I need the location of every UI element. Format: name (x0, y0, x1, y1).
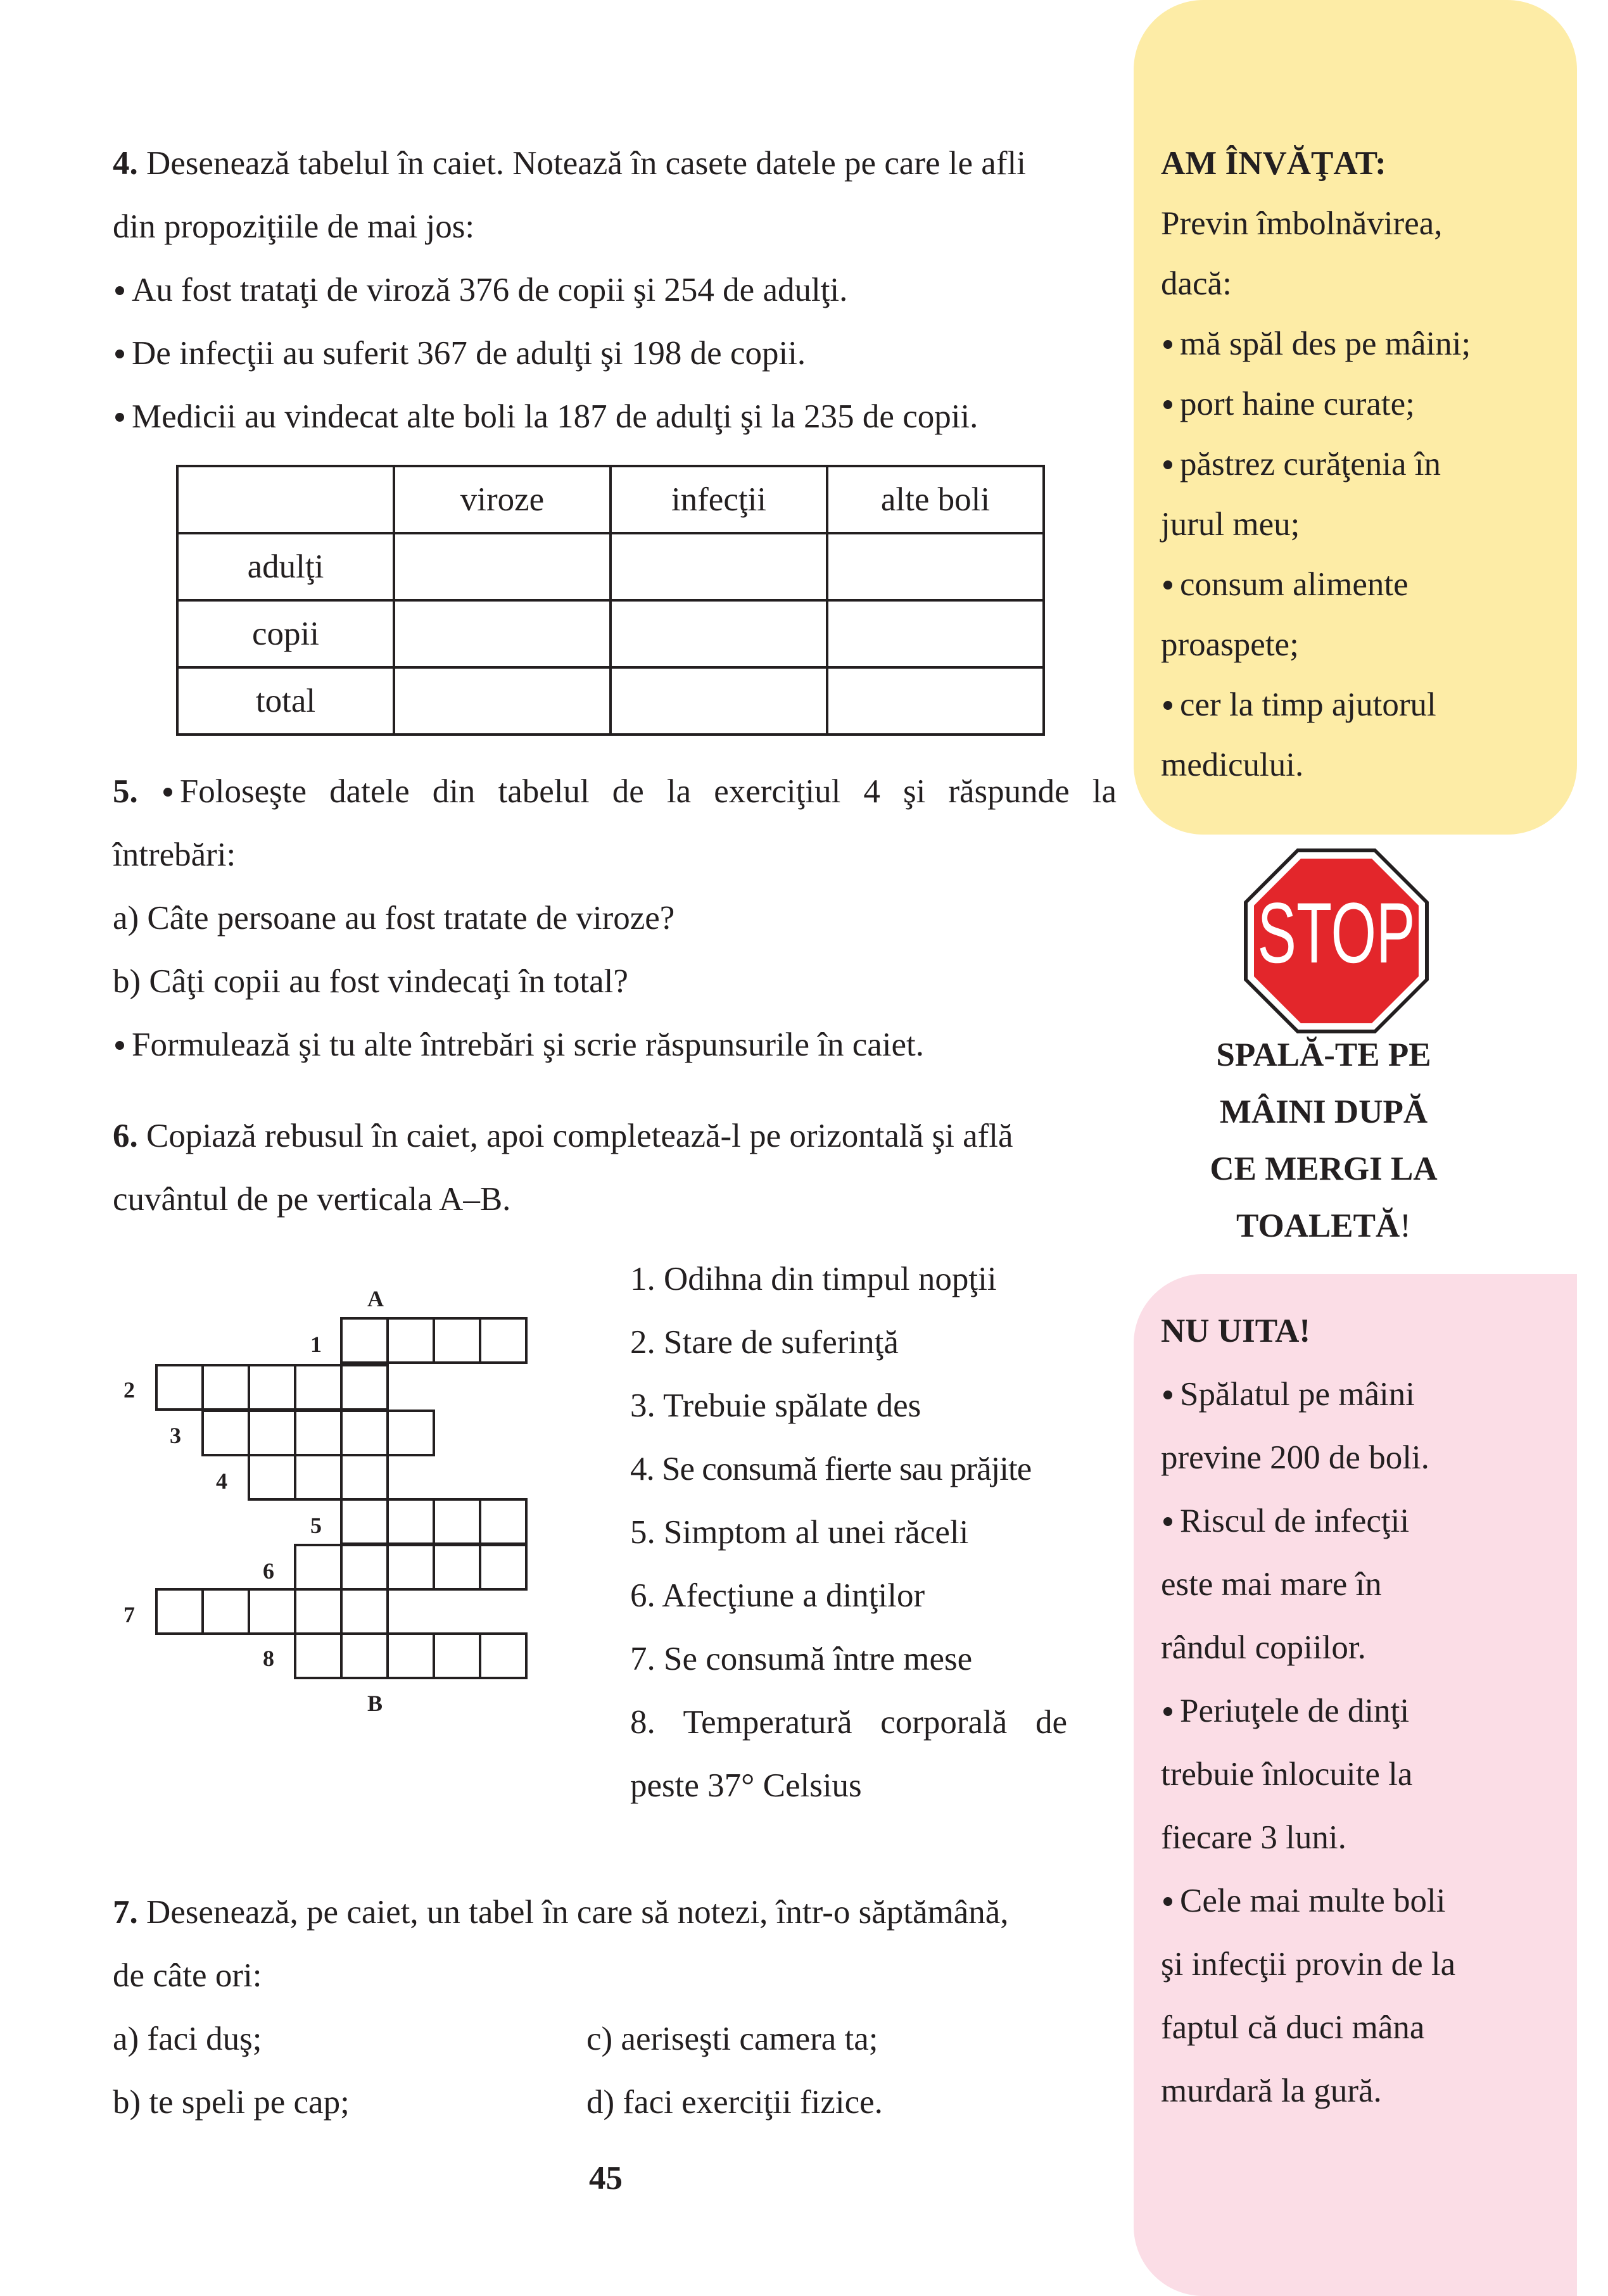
crossword-cell (295, 1365, 341, 1410)
ex6-text1: Copiază rebusul în caiet, apoi completează-l pe orizontală şi află (146, 1118, 1013, 1154)
ex6-line2: cuvântul de pe verticala A–B. (113, 1181, 511, 1218)
stop-caption-line: MÂINI DUPĂ (1219, 1094, 1428, 1130)
remember-bullet: Periuţele de dinţi (1161, 1692, 1409, 1730)
crossword-cell (388, 1499, 434, 1544)
learned-line: Previn îmbolnăvirea, (1161, 205, 1443, 242)
remember-line: murdară la gură. (1161, 2072, 1382, 2109)
ex7-option-a: a) faci duş; (113, 2021, 262, 2057)
bullet-icon (1163, 1707, 1172, 1716)
stop-sign-text: STOP (1257, 885, 1415, 981)
learned-line: medicului. (1161, 747, 1304, 783)
crossword-cell (480, 1545, 526, 1589)
remember-bullet: Cele mai multe boli (1161, 1882, 1446, 1920)
ex5-question-a: a) Câte persoane au fost tratate de viroze? (113, 900, 675, 937)
crossword (0, 0, 570, 1741)
bullet-icon (1163, 340, 1172, 349)
stop-caption-line: TOALETĂ! (1236, 1208, 1411, 1244)
crossword-cell (434, 1499, 480, 1544)
crossword-label-b: B (367, 1691, 383, 1716)
crossword-cell (434, 1634, 480, 1678)
crossword-cell (295, 1545, 341, 1589)
bullet-icon (1163, 460, 1172, 469)
table-header-cell: infecţii (611, 466, 827, 533)
table-cell (611, 600, 827, 667)
crossword-cell (388, 1545, 434, 1589)
crossword-cell (295, 1634, 341, 1678)
table-header-cell: viroze (394, 466, 611, 533)
clue-4: 4. Se consumă fierte sau prăjite (630, 1451, 1032, 1487)
table-cell (827, 533, 1044, 600)
learned-bullet: păstrez curăţenia în (1161, 445, 1441, 483)
crossword-cell (203, 1589, 249, 1634)
learned-bullet: consum alimente (1161, 565, 1409, 603)
crossword-row-number: 1 (310, 1332, 322, 1357)
remember-line: rândul copiilor. (1161, 1629, 1366, 1666)
stop-caption-line: SPALĂ-TE PE (1216, 1037, 1431, 1073)
clue-8: 8. Temperatură corporală de (630, 1704, 1067, 1741)
ex4-line2: din propoziţiile de mai jos: (113, 208, 475, 245)
clue-5: 5. Simptom al unei răceli (630, 1514, 969, 1551)
crossword-cell (249, 1411, 295, 1455)
crossword-row-number: 7 (123, 1602, 135, 1627)
bullet-icon (1163, 581, 1172, 590)
learned-line: proaspete; (1161, 626, 1299, 663)
crossword-cell (388, 1318, 434, 1363)
ex7-number: 7. (113, 1894, 138, 1931)
crossword-cell (203, 1365, 249, 1410)
ex4-bullet-1: Au fost trataţi de viroză 376 de copii şi 254 de adulţi. (113, 271, 847, 309)
crossword-cell (434, 1318, 480, 1363)
ex4-bullet-3: Medicii au vindecat alte boli la 187 de adulţi şi la 235 de copii. (113, 398, 978, 436)
remember-bullet: Riscul de infecţii (1161, 1502, 1409, 1540)
ex7-option-d: d) faci exerciţii fizice. (586, 2084, 883, 2121)
learned-title: AM ÎNVĂŢAT: (1161, 145, 1386, 182)
crossword-cell (156, 1365, 203, 1410)
bullet-icon (1163, 1391, 1172, 1399)
ex7-option-b: b) te speli pe cap; (113, 2084, 350, 2121)
crossword-row-number: 4 (216, 1468, 227, 1494)
crossword-cell (341, 1499, 388, 1544)
ex7-text1: Desenează, pe caiet, un tabel în care să notezi, într-o săptămână, (146, 1894, 1009, 1931)
crossword-cell (295, 1411, 341, 1455)
crossword-cell (249, 1365, 295, 1410)
remember-title: NU UITA! (1161, 1313, 1311, 1349)
crossword-row-number: 8 (263, 1646, 274, 1671)
crossword-cell (249, 1589, 295, 1634)
ex5-question-b: b) Câţi copii au fost vindecaţi în total? (113, 963, 628, 1000)
page-number: 45 (589, 2160, 623, 2197)
clue-6: 6. Afecţiune a dinţilor (630, 1577, 925, 1614)
remember-line: este mai mare în (1161, 1566, 1382, 1603)
table-row-label: total (177, 667, 394, 735)
crossword-cell (341, 1318, 388, 1363)
ex4-bullet-2: De infecţii au suferit 367 de adulţi şi 198 de copii. (113, 334, 806, 372)
crossword-cell (480, 1634, 526, 1678)
table-cell (611, 533, 827, 600)
learned-bullet: cer la timp ajutorul (1161, 686, 1436, 724)
remember-line: fiecare 3 luni. (1161, 1819, 1346, 1856)
table-cell (827, 667, 1044, 735)
learned-bullet: port haine curate; (1161, 385, 1415, 423)
remember-line: şi infecţii provin de la (1161, 1946, 1456, 1983)
crossword-row-number: 3 (170, 1423, 181, 1448)
crossword-cell (388, 1634, 434, 1678)
ex5-number: 5. (113, 773, 138, 810)
crossword-cell (341, 1545, 388, 1589)
remember-line: trebuie înlocuite la (1161, 1756, 1413, 1793)
bullet-icon (1163, 400, 1172, 409)
crossword-cell (434, 1545, 480, 1589)
crossword-cell (480, 1318, 526, 1363)
crossword-cell (249, 1455, 295, 1499)
bullet-icon (1163, 1897, 1172, 1906)
crossword-cell (156, 1589, 203, 1634)
table-row-label: adulţi (177, 533, 394, 600)
crossword-cell (388, 1411, 434, 1455)
stop-caption-line: CE MERGI LA (1210, 1151, 1438, 1187)
ex5-bullet: Formulează şi tu alte întrebări şi scrie răspunsurile în caiet. (113, 1026, 924, 1064)
clue-2: 2. Stare de suferinţă (630, 1324, 899, 1361)
clue-7: 7. Se consumă între mese (630, 1641, 973, 1677)
clue-3: 3. Trebuie spălate des (630, 1387, 921, 1424)
stop-sign-icon (1241, 846, 1431, 1036)
ex7-line1 (113, 1893, 1009, 1931)
table-cell (611, 667, 827, 735)
crossword-row-number: 6 (263, 1558, 274, 1584)
ex7-option-c: c) aeriseşti camera ta; (586, 2021, 878, 2057)
ex4-number: 4. (113, 145, 138, 182)
clue-8-continued: peste 37° Celsius (630, 1767, 862, 1804)
crossword-cell (295, 1589, 341, 1634)
ex7-line2: de câte ori: (113, 1957, 262, 1994)
learned-line: jurul meu; (1161, 506, 1300, 543)
crossword-grid (0, 0, 570, 1741)
crossword-cell (295, 1455, 341, 1499)
clue-1: 1. Odihna din timpul nopţii (630, 1261, 997, 1297)
remember-bullet: Spălatul pe mâini (1161, 1375, 1415, 1413)
crossword-cell (341, 1365, 388, 1410)
bullet-icon (1163, 1517, 1172, 1526)
table-header-cell: alte boli (827, 466, 1044, 533)
learned-bullet: mă spăl des pe mâini; (1161, 325, 1471, 363)
crossword-cell (341, 1589, 388, 1634)
remember-line: previne 200 de boli. (1161, 1439, 1429, 1476)
remember-line: faptul că duci mâna (1161, 2009, 1425, 2046)
table-cell (827, 600, 1044, 667)
bullet-icon (1163, 701, 1172, 710)
ex6-number: 6. (113, 1118, 138, 1154)
ex5-line2: întrebări: (113, 836, 236, 873)
crossword-cell (480, 1499, 526, 1544)
crossword-cell (341, 1411, 388, 1455)
crossword-cell (341, 1634, 388, 1678)
crossword-cell (341, 1455, 388, 1499)
crossword-row-number: 5 (310, 1513, 322, 1538)
ex4-text1: Desenează tabelul în caiet. Notează în casete datele pe care le afli (146, 145, 1026, 182)
crossword-row-number: 2 (123, 1377, 135, 1403)
learned-line: dacă: (1161, 265, 1232, 302)
ex5-text1: Foloseşte datele din tabelul de la exerciţiul 4 şi răspunde la (179, 773, 1117, 810)
table-row-label: copii (177, 600, 394, 667)
crossword-label-a: A (367, 1286, 384, 1311)
crossword-cell (203, 1411, 249, 1455)
